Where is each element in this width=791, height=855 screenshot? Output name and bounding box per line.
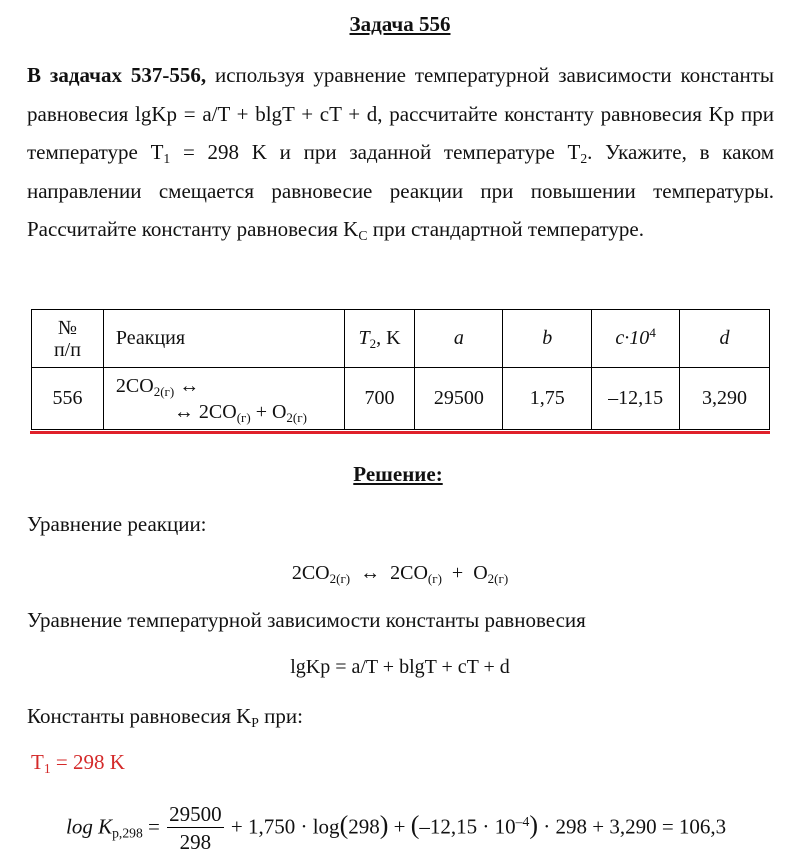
task-text-part-4: при стандартной температуре. (367, 217, 644, 241)
equation-label: Уравнение температурной зависимости константы равновесия (27, 608, 586, 632)
task-title: Задача 556 (349, 12, 451, 36)
kp-formula: $\log K_{p,298}$ = $\frac{29500}{298}$ + $1,750 \cdot \log(298) + (-12,15 \cdot 10^{-4}) \cdot 298 + 3,290 = 106,3$ (66, 802, 727, 854)
header-a: a (415, 310, 503, 368)
reaction-line-2: ↔ $2CO_{(г)} + O_{2(г)}$ (173, 400, 307, 425)
solution-title: Решение: (353, 462, 443, 486)
header-number: № п/п (32, 310, 104, 368)
table-header-row (32, 310, 770, 368)
cell-b: 1,75 (503, 368, 592, 430)
constants-label: Константы равновесия $K_P$ при: (27, 704, 303, 731)
cell-t2: 700 (344, 368, 415, 430)
task-t1-sub: 1 (163, 151, 171, 167)
table-accent-line (30, 431, 770, 434)
cell-c: –12,15 (592, 368, 680, 430)
cell-reaction (103, 368, 344, 430)
temperature-equation: lgKp = a/T + blgT + cT + d (290, 656, 510, 678)
task-t2-sub: 2 (580, 151, 588, 167)
cell-number: 556 (32, 368, 104, 430)
cell-d: 3,290 (680, 368, 770, 430)
header-t2: $T_2$, K (344, 310, 415, 368)
formula-fraction: $\frac{29500}{298}$ (169, 802, 222, 854)
reaction-equation: $2CO_{2(г)}$ ↔ $2CO_{(г)} + O_{2(г)}$ (291, 562, 509, 586)
header-c: $c\cdot 10^4$ (592, 310, 680, 368)
task-kc-sub: C (358, 228, 368, 244)
task-text (27, 56, 774, 249)
header-d: d (680, 310, 770, 368)
t1-label: $T_1 = 298$ K (31, 750, 125, 777)
task-text-part-3: . Укажите, в каком направлении смещается равновесие реакции при повышении температуры. Рассчитайте константу равновесия K (27, 140, 774, 241)
task-text-part-1: используя уравнение температурной зависимости константы равновесия lgKp = a/T + blgT + cT + d, рассчитайте константу равновесия Kp при температуре T (27, 63, 774, 164)
parameters-table (31, 309, 770, 430)
table-row (32, 368, 770, 430)
cell-a: 29500 (415, 368, 503, 430)
reaction-label: Уравнение реакции: (27, 512, 207, 536)
header-reaction: Реакция (103, 310, 344, 368)
header-b: b (503, 310, 592, 368)
reaction-line-1: $2CO_{2(г)}$ ↔ (115, 374, 200, 399)
task-bold-prefix: В задачах 537-556, (27, 63, 207, 87)
task-text-part-2: = 298 K и при заданной температуре T (170, 140, 581, 164)
